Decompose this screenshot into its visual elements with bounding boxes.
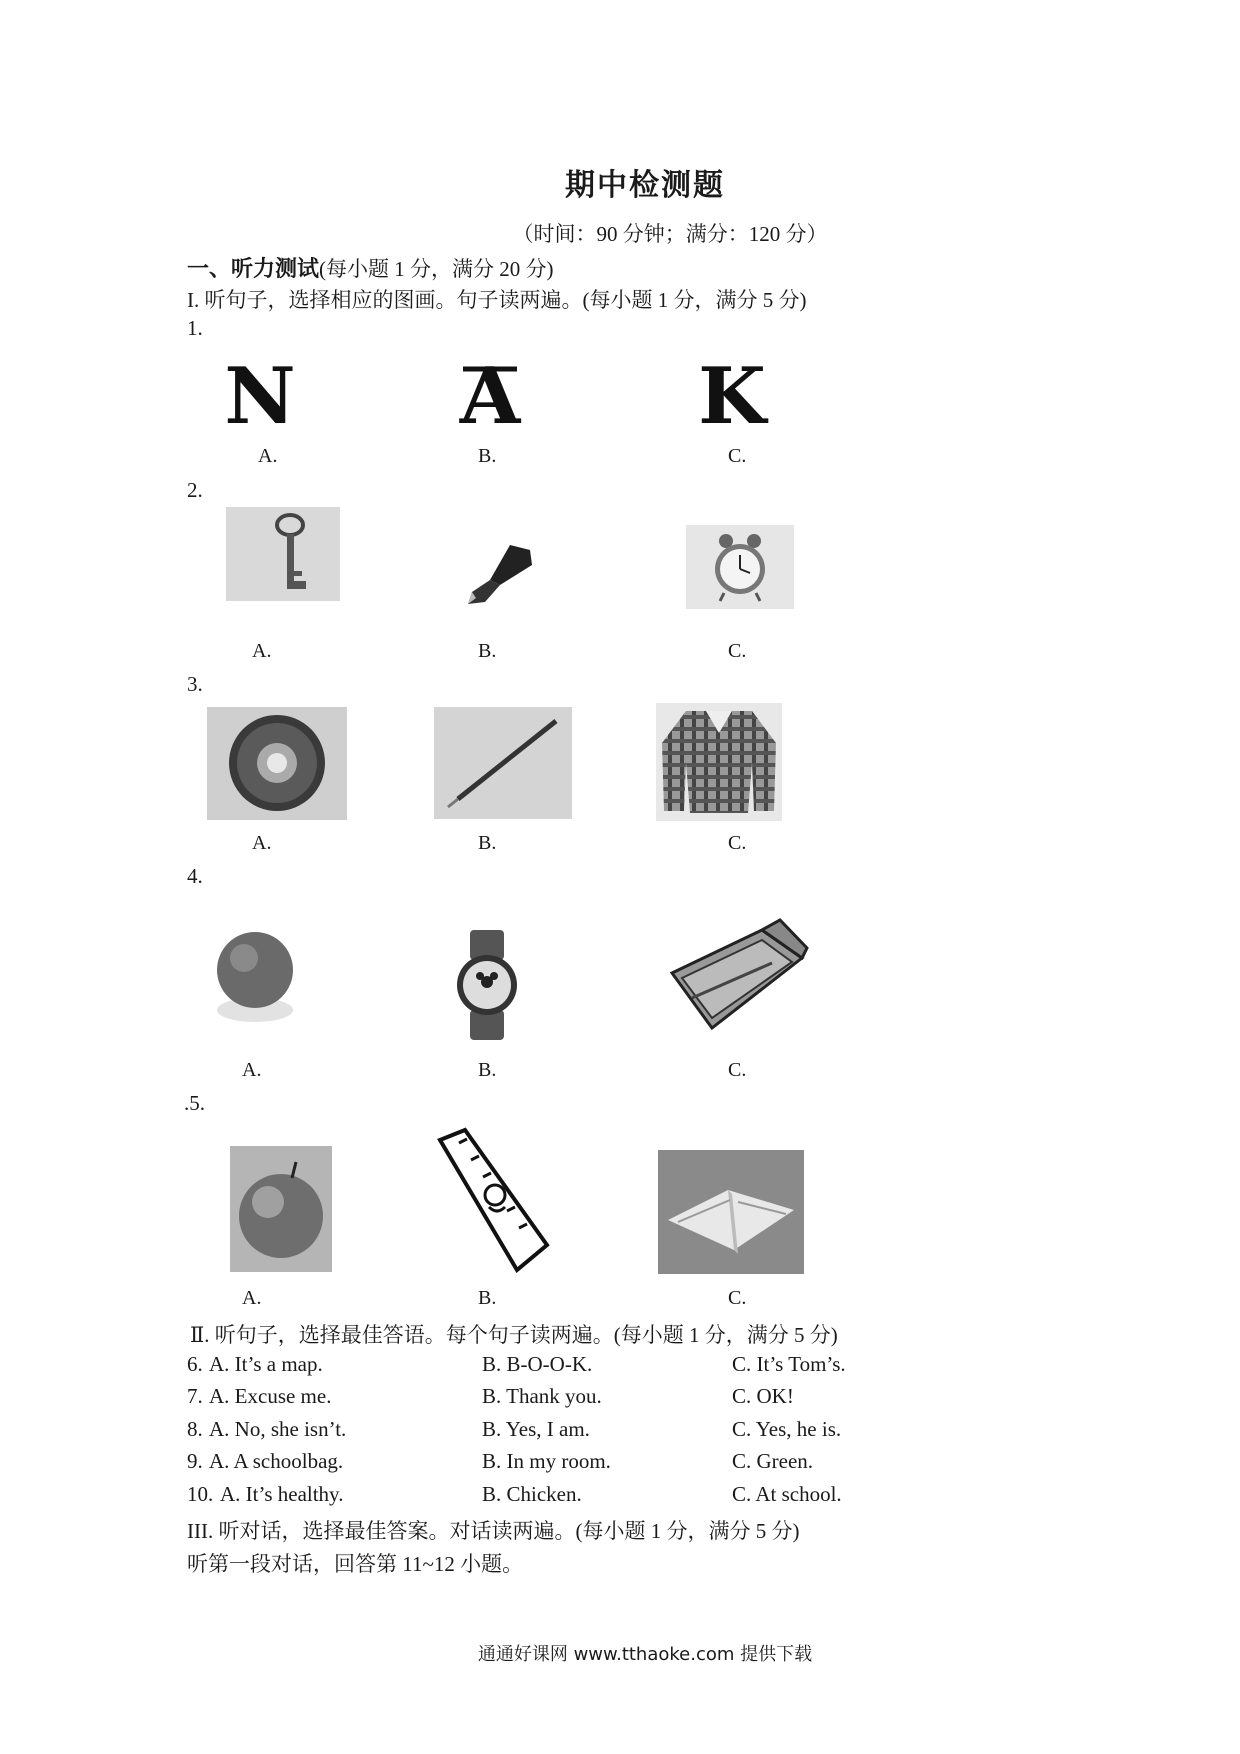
option-label: A. <box>252 640 272 662</box>
question-number: 10. <box>187 1482 214 1506</box>
footer-source: 通通好课网 www.tthaoke.com 提供下载 <box>477 1644 813 1665</box>
answer-option-b: B. Chicken. <box>482 1482 582 1506</box>
part3-sub-instruction: 听第一段对话，回答第 11~12 小题。 <box>187 1552 524 1576</box>
book-image <box>658 1150 804 1274</box>
letter-n: N <box>224 351 296 442</box>
option-label: C. <box>728 1287 747 1309</box>
answer-option-c: C. At school. <box>732 1482 842 1506</box>
letter-a: A <box>459 351 521 442</box>
answer-option-a: A. Excuse me. <box>209 1384 332 1408</box>
section-heading <box>187 252 554 283</box>
option-label: B. <box>478 1287 497 1309</box>
answer-option-a: A. A schoolbag. <box>209 1449 344 1473</box>
option-label: A. <box>258 445 278 467</box>
section-note: (每小题 1 分，满分 20 分) <box>319 257 554 281</box>
option-label: C. <box>728 640 747 662</box>
pencil-image <box>434 707 572 819</box>
answer-option-a: A. It’s a map. <box>209 1352 323 1376</box>
letter-k: K <box>698 351 766 442</box>
question-number: 3. <box>187 672 203 696</box>
answer-option-b: B. B-O-O-K. <box>482 1352 593 1376</box>
question-number: 9. <box>187 1449 203 1473</box>
answer-option-b: B. Thank you. <box>482 1384 602 1408</box>
question-number: .5. <box>184 1091 205 1115</box>
part1-instruction: I. 听句子，选择相应的图画。句子读两遍。(每小题 1 分，满分 5 分) <box>187 288 807 312</box>
option-label: B. <box>478 445 497 467</box>
answer-option-b: B. In my room. <box>482 1449 611 1473</box>
option-label: A. <box>242 1059 262 1081</box>
letter-a-image <box>455 351 525 442</box>
answer-option-c: C. Green. <box>732 1449 814 1473</box>
option-label: C. <box>728 445 747 467</box>
answer-option-b: B. Yes, I am. <box>482 1417 590 1441</box>
option-label: A. <box>242 1287 262 1309</box>
answer-option-c: C. Yes, he is. <box>732 1417 842 1441</box>
option-label: A. <box>252 832 272 854</box>
page-title: 期中检测题 <box>565 168 725 203</box>
section-title: 一、听力测试 <box>187 257 320 282</box>
answer-option-a: A. It’s healthy. <box>220 1482 344 1506</box>
pen-image <box>460 540 535 610</box>
question-number: 8. <box>187 1417 203 1441</box>
alarm-clock-image <box>686 525 794 609</box>
question-number: 6. <box>187 1352 203 1376</box>
question-number: 4. <box>187 864 203 888</box>
part2-instruction: Ⅱ. 听句子，选择最佳答语。每个句子读两遍。(每小题 1 分，满分 5 分) <box>190 1323 838 1347</box>
pencil-case-image <box>662 918 812 1038</box>
part3-instruction: III. 听对话，选择最佳答案。对话读两遍。(每小题 1 分，满分 5 分) <box>187 1519 800 1543</box>
exam-info: （时间：90 分钟；满分：120 分） <box>512 222 828 246</box>
question-number: 1. <box>187 316 203 340</box>
question-number: 7. <box>187 1384 203 1408</box>
ruler-image <box>435 1125 550 1275</box>
key-image <box>226 507 340 601</box>
apple-image <box>230 1146 332 1272</box>
jacket-image <box>656 703 782 821</box>
option-label: B. <box>478 640 497 662</box>
option-label: B. <box>478 1059 497 1081</box>
letter-n-image <box>224 351 296 442</box>
watch-image <box>452 930 522 1040</box>
option-label: C. <box>728 832 747 854</box>
answer-option-c: C. OK! <box>732 1384 794 1408</box>
orange-image <box>210 910 300 1040</box>
answer-option-c: C. It’s Tom’s. <box>732 1352 846 1376</box>
option-label: C. <box>728 1059 747 1081</box>
letter-k-image <box>698 351 766 442</box>
answer-option-a: A. No, she isn’t. <box>209 1417 347 1441</box>
question-number: 2. <box>187 478 203 502</box>
option-label: B. <box>478 832 497 854</box>
cd-disc-image <box>207 707 347 820</box>
